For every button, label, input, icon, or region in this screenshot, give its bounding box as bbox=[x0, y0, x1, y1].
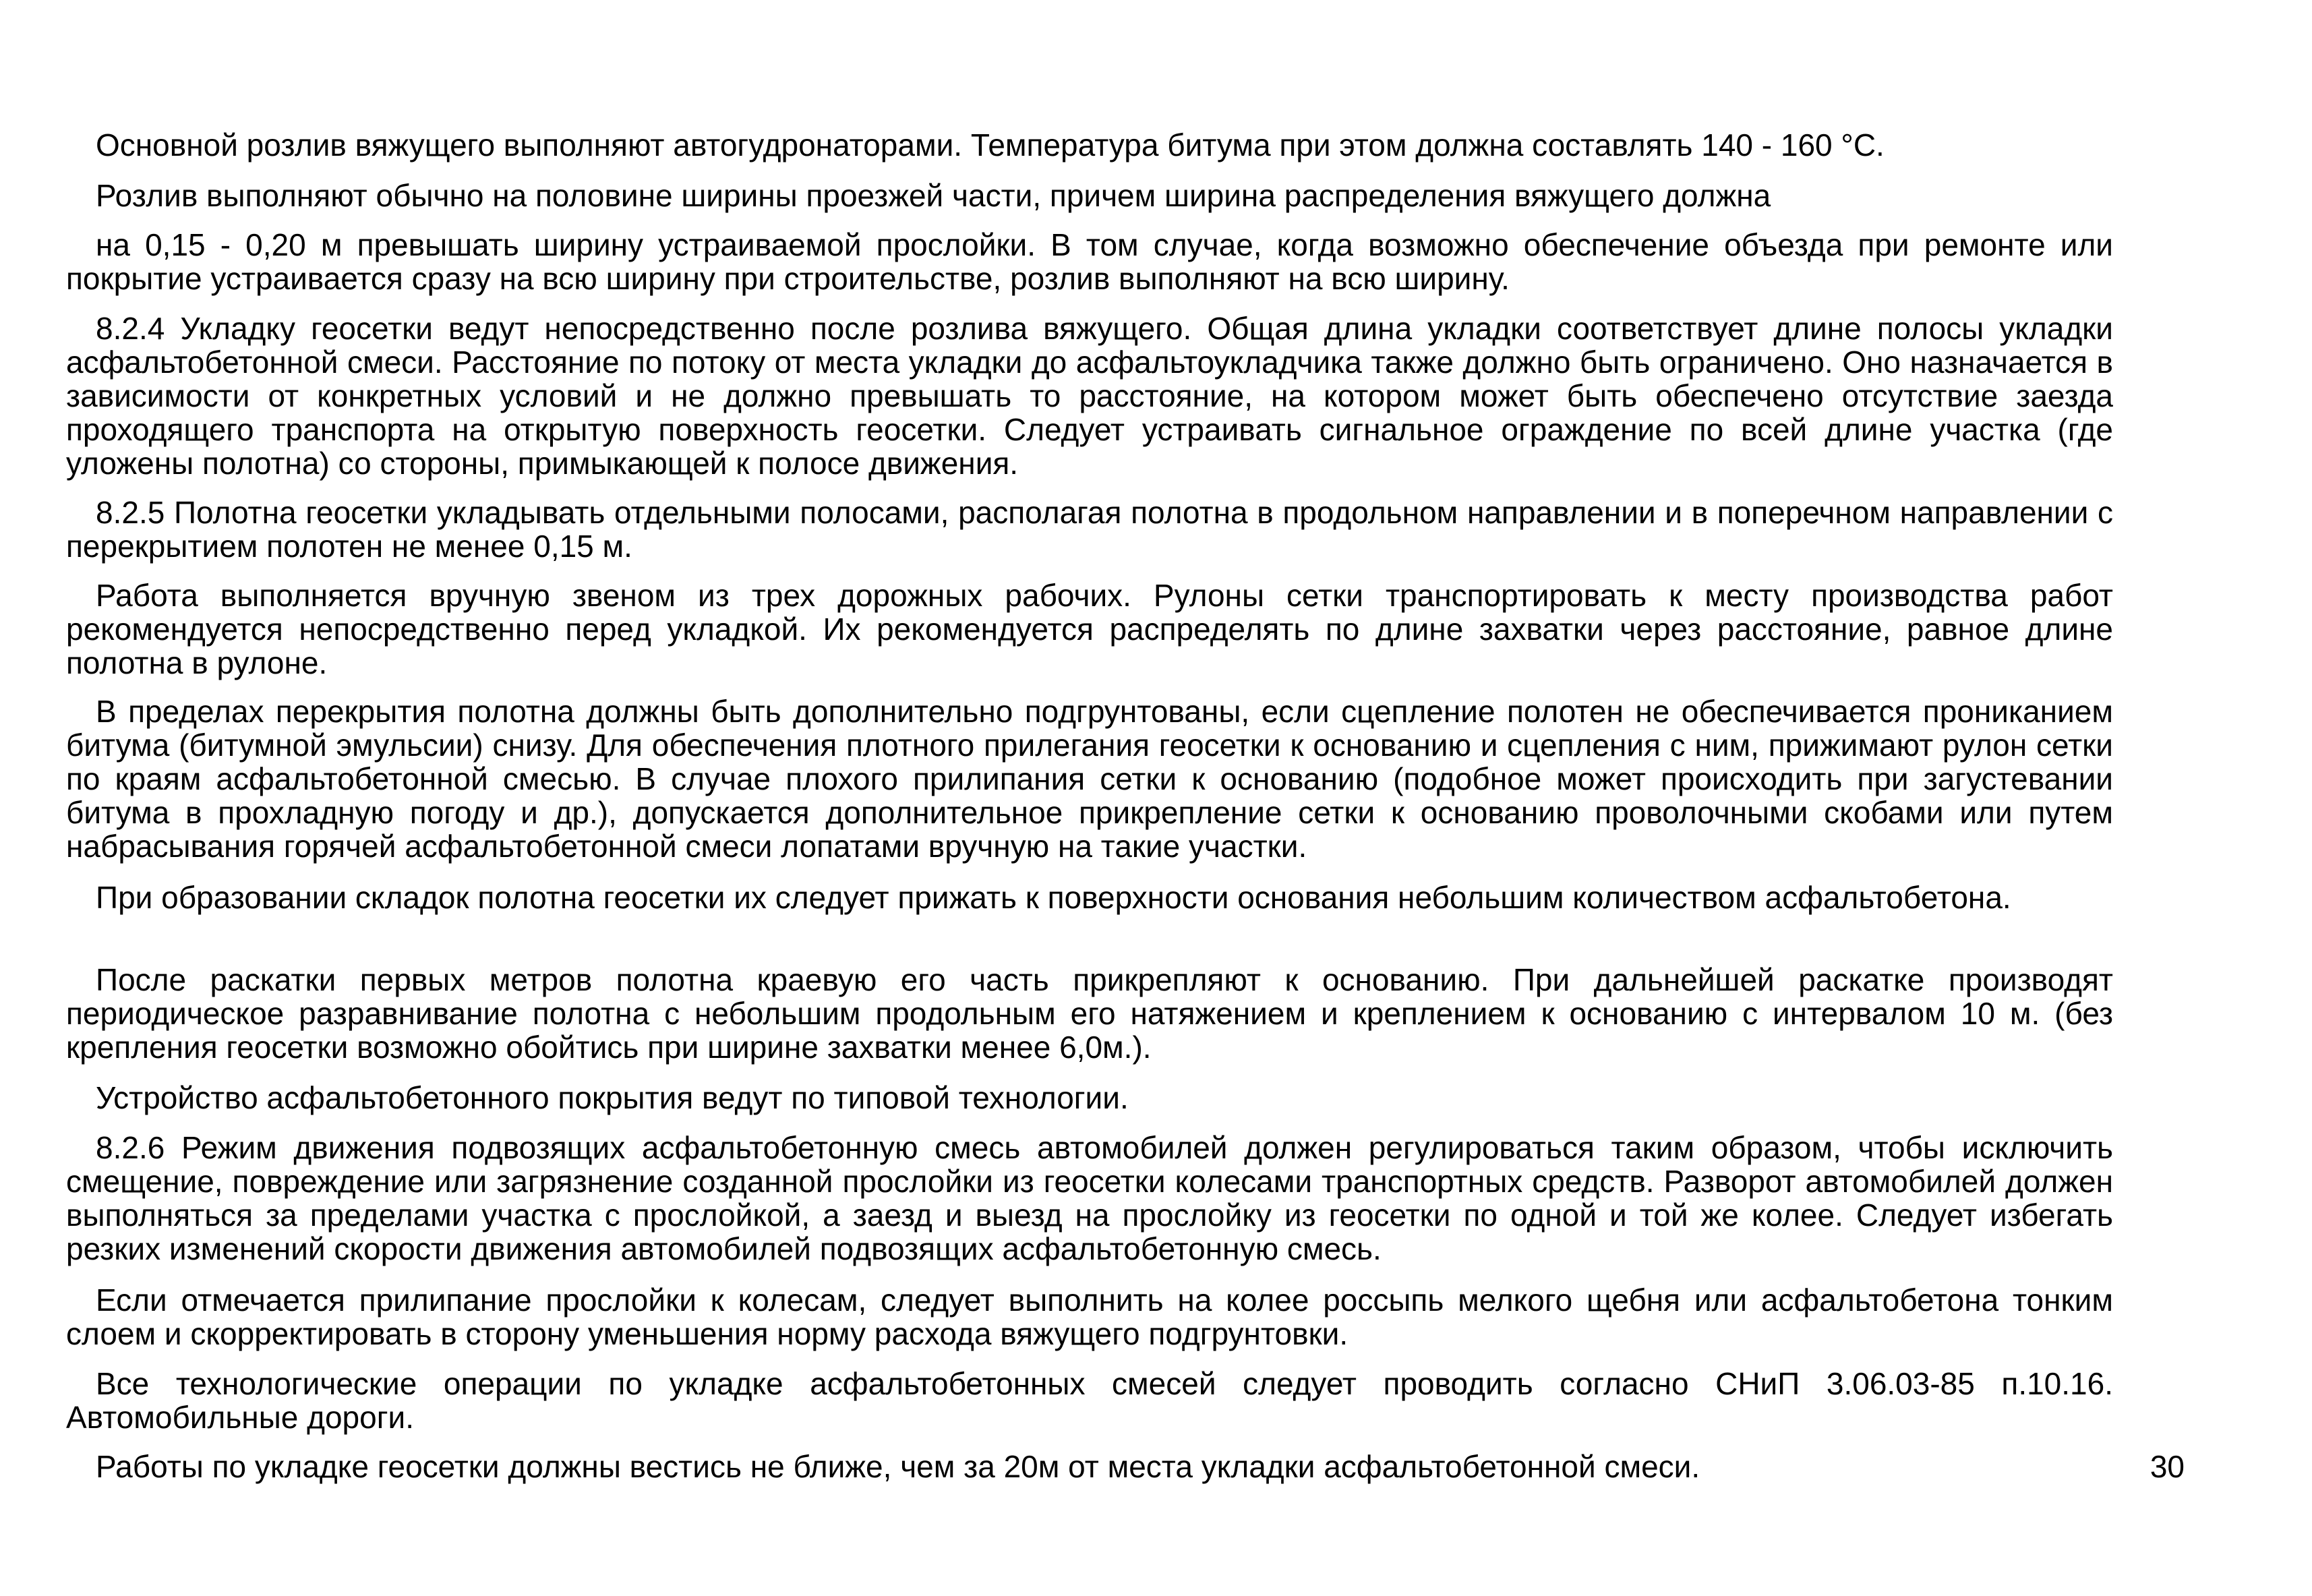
paragraph-8-2-5: 8.2.5 Полотна геосетки укладывать отдельными полосами, располагая полотна в продольном направлении и в поперечном направлении с перекрытием полотен не менее 0,15 м. bbox=[66, 495, 2113, 564]
paragraph-work-crew: Работа выполняется вручную звеном из трех дорожных рабочих. Рулоны сетки транспортировать к месту производства работ рекомендуется непосредственно перед укладкой. Их рекомендуется распределять по длине захватки через расстояние, равное длине полотна в рулоне. bbox=[66, 578, 2113, 680]
paragraph-spray-width: Розлив выполняют обычно на половине ширины проезжей части, причем ширина распределения вяжущего должна bbox=[96, 178, 1771, 213]
paragraph-folds: При образовании складок полотна геосетки их следует прижать к поверхности основания небольшим количеством асфальтобетона. bbox=[96, 880, 2011, 915]
paragraph-sticking: Если отмечается прилипание прослойки к колесам, следует выполнить на колее россыпь мелкого щебня или асфальтобетона тонким слоем и скорректировать в сторону уменьшения норму расхода вяжущего подгрунтовки. bbox=[66, 1282, 2113, 1351]
paragraph-distance-limit: Работы по укладке геосетки должны вестись не ближе, чем за 20м от места укладки асфальтобетонной смеси. bbox=[96, 1449, 1700, 1484]
paragraph-overlap-priming: В пределах перекрытия полотна должны быть дополнительно подгрунтованы, если сцепление полотен не обеспечивается прониканием битума (битумной эмульсии) снизу. Для обеспечения плотного прилегания геосетки к основанию и сцепления с ним, прижимают рулон сетки по краям асфальтобетонной смесью. В случае плохого прилипания сетки к основанию (подобное может происходить при загустевании битума в прохладную погоду и др.), допускается дополнительное прикрепление сетки к основанию проволочными скобами или путем набрасывания горячей асфальтобетонной смеси лопатами вручную на такие участки. bbox=[66, 694, 2113, 864]
paragraph-unrolling: После раскатки первых метров полотна краевую его часть прикрепляют к основанию. При дальнейшей раскатке производят периодическое разравнивание полотна с небольшим продольным его натяжением и креплением к основанию с интервалом 10 м. (без крепления геосетки возможно обойтись при ширине захватки менее 6,0м.). bbox=[66, 962, 2113, 1065]
paragraph-8-2-6: 8.2.6 Режим движения подвозящих асфальтобетонную смесь автомобилей должен регулироваться таким образом, чтобы исключить смещение, повреждение или загрязнение созданной прослойки из геосетки колесами транспортных средств. Разворот автомобилей должен выполняться за пределами участка с прослойкой, а заезд и выезд на прослойку из геосетки по одной и той же колее. Следует избегать резких изменений скорости движения автомобилей подвозящих асфальтобетонную смесь. bbox=[66, 1130, 2113, 1266]
paragraph-bitumen-temperature: Основной розлив вяжущего выполняют автогудронаторами. Температура битума при этом должна составлять 140 - 160 °С. bbox=[96, 127, 1885, 162]
paragraph-spray-width-continued: на 0,15 - 0,20 м превышать ширину устраиваемой прослойки. В том случае, когда возможно обеспечение объезда при ремонте или покрытие устраивается сразу на всю ширину при строительстве, розлив выполняют на всю ширину. bbox=[66, 227, 2113, 296]
paragraph-8-2-4: 8.2.4 Укладку геосетки ведут непосредственно после розлива вяжущего. Общая длина укладки соответствует длине полосы укладки асфальтобетонной смеси. Расстояние по потоку от места укладки до асфальтоукладчика также должно быть ограничено. Оно назначается в зависимости от конкретных условий и не должно превышать то расстояние, на котором может быть обеспечено отсутствие заезда проходящего транспорта на открытую поверхность геосетки. Следует устраивать сигнальное ограждение по всей длине участка (где уложены полотна) со стороны, примыкающей к полосе движения. bbox=[66, 311, 2113, 481]
page-number: 30 bbox=[2150, 1449, 2185, 1484]
paragraph-asphalt-technology: Устройство асфальтобетонного покрытия ведут по типовой технологии. bbox=[96, 1080, 1129, 1115]
paragraph-snip-reference: Все технологические операции по укладке асфальтобетонных смесей следует проводить согласно СНиП 3.06.03-85 п.10.16. Автомобильные дороги. bbox=[66, 1366, 2113, 1435]
